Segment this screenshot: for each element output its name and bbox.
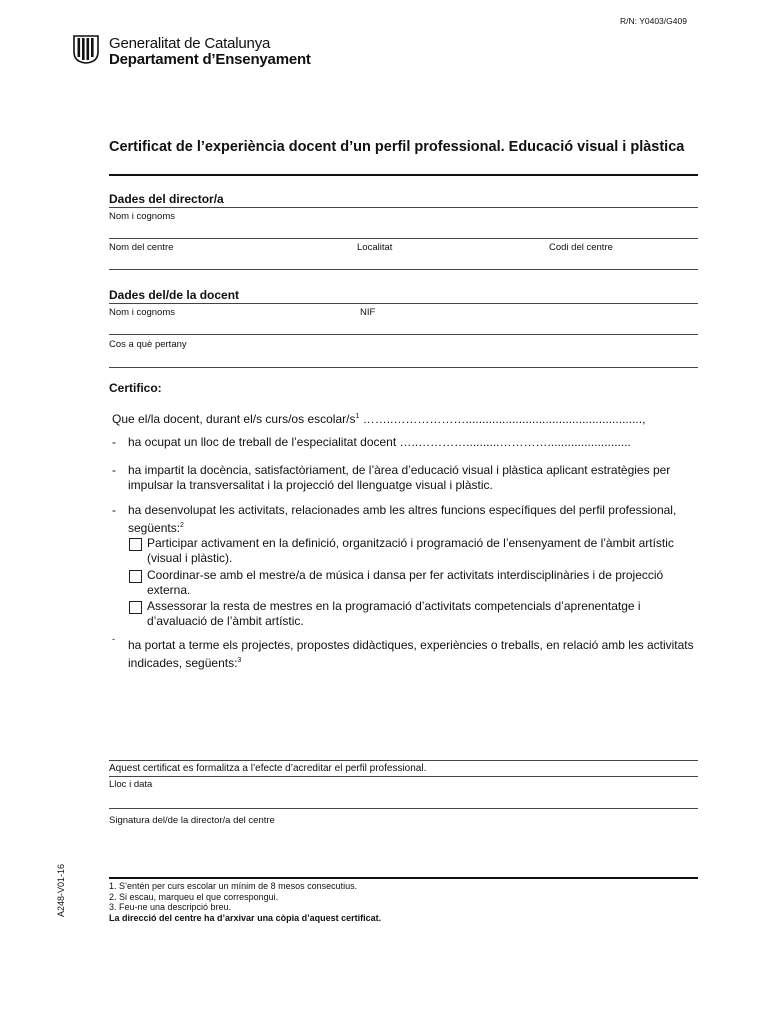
generalitat-logo-icon: [72, 34, 100, 64]
option-coordinate: Coordinar-se amb el mestre/a de música i dansa per fer activitats interdisciplinàries i de projecció externa.: [147, 568, 664, 597]
footnote-ref-3: 3: [237, 657, 242, 664]
teacher-heading: Dades del/de la docent: [109, 288, 240, 302]
bullet-dash: -: [112, 503, 116, 517]
divider: [109, 776, 698, 777]
years-field[interactable]: ……..……………….....................................................,: [359, 412, 646, 426]
archive-notice: La direcció del centre ha d’arxivar una còpia d’aquest certificat.: [109, 912, 382, 923]
bullet-dash: -: [112, 463, 116, 477]
divider: [109, 760, 698, 761]
title-rule: [109, 174, 698, 176]
projects-text: ha portat a terme els projectes, propostes didàctiques, experiències o treballs, en relació amb les activitats indicades, següents:: [128, 638, 694, 670]
projects-item[interactable]: [128, 638, 698, 671]
option-advise: Assessorar la resta de mestres en la programació d’activitats competencials d’aprenentatge i d’avaluació de l’àmbit artístic.: [147, 599, 641, 628]
footnote-ref-1: 1: [355, 413, 360, 420]
divider: [109, 367, 698, 368]
teaching-item: ha impartit la docència, satisfactòriament, de l’àrea d’educació visual i plàstica aplicant estratègies per impulsar la transversalitat i la projecció del llenguatge visual i plàstic.: [128, 463, 671, 492]
department-name: Departament d’Ensenyament: [109, 51, 311, 68]
certify-intro: [112, 409, 702, 427]
footnote-1: 1. S’entén per curs escolar un mínim de 8 mesos consecutius.: [109, 881, 358, 891]
centre-code-field[interactable]: Codi del centre: [549, 242, 613, 253]
checkbox-advise[interactable]: [129, 601, 142, 614]
activities-text: ha desenvolupat les activitats, relacionades amb les altres funcions específiques del perfil professional, següents:: [128, 503, 677, 535]
director-name-field[interactable]: Nom i cognoms: [109, 211, 175, 222]
centre-name-field[interactable]: Nom del centre: [109, 242, 174, 253]
footnote-2: 2. Si escau, marqueu el que correspongui.: [109, 891, 279, 902]
footnote-rule: [109, 877, 698, 879]
option-participate: Participar activament en la definició, organització i programació de l’ensenyament de l’àmbit artístic (visual i plàstic).: [147, 536, 674, 565]
checkbox-participate[interactable]: [129, 538, 142, 551]
footnotes: [109, 881, 381, 923]
form-code-vertical: A248-V01-16: [56, 863, 66, 917]
specialty-item[interactable]: ha ocupat un lloc de treball de l’especialitat docent …..…………..........………….........................: [128, 435, 631, 449]
formalize-statement: Aquest certificat es formalitza a l’efecte d’acreditar el perfil professional.: [109, 763, 427, 774]
divider: [109, 269, 698, 270]
footnote-ref-2: 2: [180, 522, 184, 529]
document-title: Certificat de l’experiència docent d’un perfil professional. Educació visual i plàstica: [109, 139, 685, 155]
teacher-body-field[interactable]: Cos a què pertany: [109, 339, 187, 350]
divider: [109, 207, 698, 208]
director-heading: Dades del director/a: [109, 192, 224, 206]
footnote-3: 3. Feu-ne una descripció breu.: [109, 902, 232, 912]
bullet-dash: -: [112, 634, 115, 644]
certify-heading: Certifico:: [109, 381, 162, 395]
divider: [109, 808, 698, 809]
nif-field[interactable]: NIF: [360, 307, 376, 318]
divider: [109, 238, 698, 239]
org-name: Generalitat de Catalunya: [109, 35, 271, 52]
checkbox-coordinate[interactable]: [129, 570, 142, 583]
activities-item: [128, 503, 698, 536]
reference-code: R/N: Y0403/G409: [620, 16, 687, 26]
bullet-dash: -: [112, 435, 116, 449]
certify-intro-text: Que el/la docent, durant el/s curs/os escolar/s: [112, 412, 356, 426]
divider: [109, 303, 698, 304]
teacher-name-field[interactable]: Nom i cognoms: [109, 307, 175, 318]
locality-field[interactable]: Localitat: [357, 242, 393, 253]
place-date-field[interactable]: Lloc i data: [109, 779, 153, 790]
divider: [109, 334, 698, 335]
signature-field[interactable]: Signatura del/de la director/a del centre: [109, 815, 275, 826]
